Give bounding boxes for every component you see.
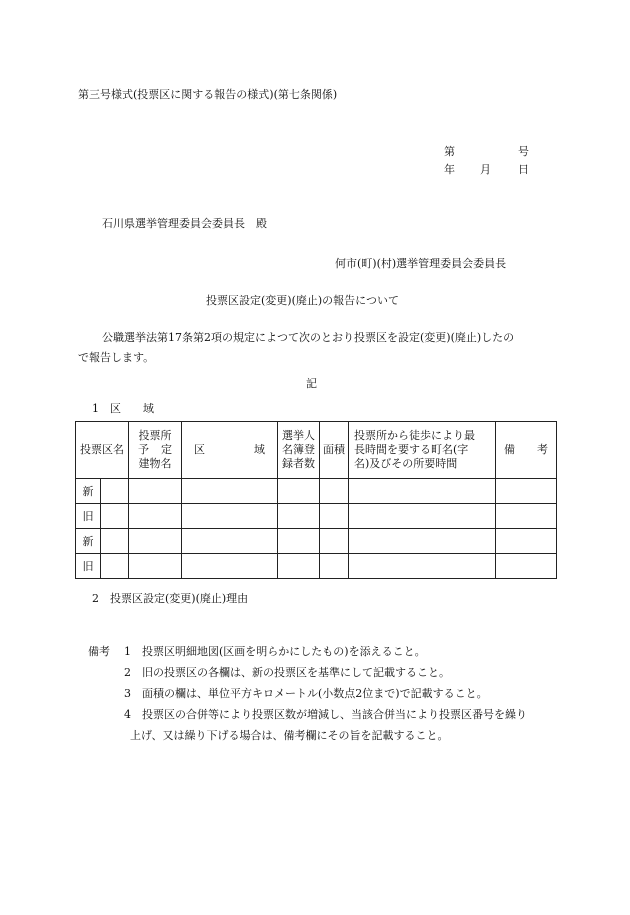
sender: 何市(町)(村)選挙管理委員会委員長 xyxy=(335,257,507,270)
notes-heading: 備考 xyxy=(88,645,110,658)
note-continuation: 上げ、又は繰り下げる場合は、備考欄にその旨を記載すること。 xyxy=(130,729,449,742)
row-label: 旧 xyxy=(76,554,101,579)
header-location-line2 xyxy=(129,443,181,457)
table-cell[interactable] xyxy=(129,504,182,529)
table-cell[interactable] xyxy=(496,504,557,529)
table-cell[interactable] xyxy=(182,504,278,529)
table-cell[interactable] xyxy=(349,554,496,579)
body-line-2: で報告します。 xyxy=(78,351,155,364)
table-cell[interactable] xyxy=(182,554,278,579)
table-cell[interactable] xyxy=(278,504,320,529)
body-text xyxy=(78,328,554,368)
table-row xyxy=(76,554,557,579)
section-1-heading: 1 区 域 xyxy=(92,402,154,415)
table-cell[interactable] xyxy=(101,504,129,529)
table-row xyxy=(76,479,557,504)
row-label: 新 xyxy=(76,479,101,504)
ki-label: 記 xyxy=(306,377,317,390)
number-suffix: 号 xyxy=(518,145,529,158)
table-cell[interactable] xyxy=(129,479,182,504)
note-num: 3 xyxy=(124,687,131,700)
header-area xyxy=(182,422,278,479)
header-location-line3: 建物名 xyxy=(138,457,172,470)
header-location xyxy=(129,422,182,479)
table-cell[interactable] xyxy=(320,504,349,529)
table-cell[interactable] xyxy=(496,529,557,554)
header-remarks-bi: 備 xyxy=(504,443,515,456)
header-size: 面積 xyxy=(320,422,349,479)
note-num: 1 xyxy=(124,645,131,658)
table-cell[interactable] xyxy=(101,479,129,504)
header-area-ku: 区 xyxy=(194,443,205,456)
row-label: 旧 xyxy=(76,504,101,529)
month-label: 月 xyxy=(480,163,491,176)
table-cell[interactable] xyxy=(278,554,320,579)
header-location-line1: 投票所 xyxy=(138,429,172,442)
table-cell[interactable] xyxy=(496,554,557,579)
table-cell[interactable] xyxy=(320,479,349,504)
district-table xyxy=(75,421,557,579)
header-walk-time xyxy=(349,422,496,479)
day-label: 日 xyxy=(518,163,529,176)
header-voters-line2: 名簿登 xyxy=(282,443,315,456)
recipient: 石川県選挙管理委員会委員長 殿 xyxy=(102,217,267,230)
table-cell[interactable] xyxy=(129,554,182,579)
form-title: 第三号様式(投票区に関する報告の様式)(第七条関係) xyxy=(78,88,338,101)
section-2-heading: 2 投票区設定(変更)(廃止)理由 xyxy=(92,592,249,605)
table-cell[interactable] xyxy=(349,479,496,504)
table-cell[interactable] xyxy=(349,529,496,554)
table-cell[interactable] xyxy=(320,529,349,554)
table-cell[interactable] xyxy=(320,554,349,579)
table-cell[interactable] xyxy=(101,529,129,554)
table-cell[interactable] xyxy=(129,529,182,554)
note-text: 投票区の合併等により投票区数が増減し、当該合併当により投票区番号を繰り xyxy=(142,708,527,721)
table-cell[interactable] xyxy=(101,554,129,579)
header-area-iki: 域 xyxy=(254,443,265,456)
header-walk-line1: 投票所から徒歩により最 xyxy=(354,429,475,442)
note-num: 2 xyxy=(124,666,131,679)
table-cell[interactable] xyxy=(278,529,320,554)
header-voters-line3: 録者数 xyxy=(282,457,315,470)
header-voters-line1: 選挙人 xyxy=(282,429,315,442)
number-label: 第 xyxy=(444,145,455,158)
note-num: 4 xyxy=(124,708,131,721)
table-row xyxy=(76,529,557,554)
table-cell[interactable] xyxy=(496,479,557,504)
header-remarks xyxy=(496,422,557,479)
table-cell[interactable] xyxy=(182,529,278,554)
header-walk-line2: 長時間を要する町名(字 xyxy=(354,443,469,456)
table-cell[interactable] xyxy=(182,479,278,504)
note-text: 面積の欄は、単位平方キロメートル(小数点2位まで)で記載すること。 xyxy=(142,687,488,700)
header-voters xyxy=(278,422,320,479)
row-label: 新 xyxy=(76,529,101,554)
table-row xyxy=(76,504,557,529)
body-line-1: 公職選挙法第17条第2項の規定によつて次のとおり投票区を設定(変更)(廃止)したの xyxy=(102,331,515,344)
header-walk-line3: 名)及びその所要時間 xyxy=(354,457,458,470)
header-district-name: 投票区名 xyxy=(76,422,129,479)
header-location-yo: 予 xyxy=(138,443,149,456)
year-label: 年 xyxy=(444,163,455,176)
header-remarks-kou: 考 xyxy=(537,443,548,456)
table-cell[interactable] xyxy=(349,504,496,529)
note-text: 投票区明細地図(区画を明らかにしたもの)を添えること。 xyxy=(142,645,426,658)
header-location-tei: 定 xyxy=(161,443,172,456)
subject-title: 投票区設定(変更)(廃止)の報告について xyxy=(206,294,399,307)
table-cell[interactable] xyxy=(278,479,320,504)
note-text: 旧の投票区の各欄は、新の投票区を基準にして記載すること。 xyxy=(142,666,450,679)
table-header-row xyxy=(76,422,557,479)
